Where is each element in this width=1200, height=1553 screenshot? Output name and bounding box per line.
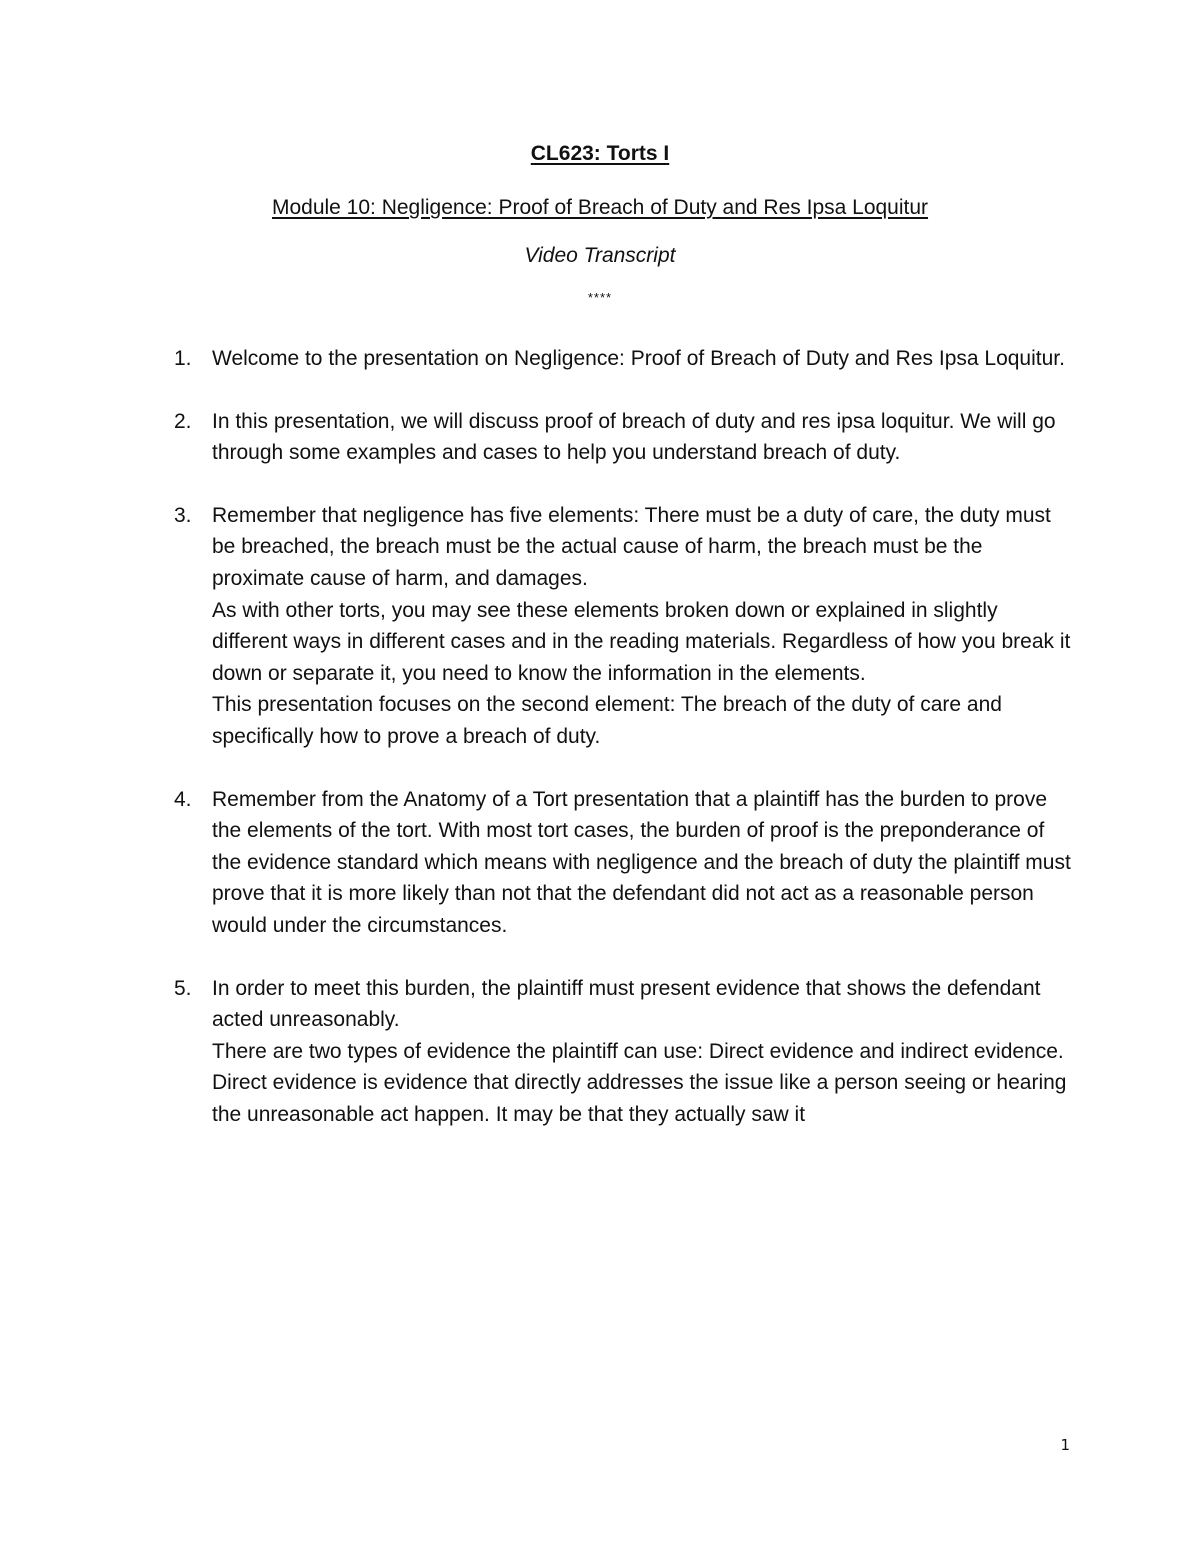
course-title: CL623: Torts I <box>530 142 670 165</box>
item-text: Welcome to the presentation on Negligence: Proof of Breach of Duty and Res Ipsa Loquitur. <box>212 347 1065 370</box>
item-5-paragraph-2: Direct evidence is evidence that directly addresses the issue like a person seeing or hearing the unreasonable act happen. It may be that they actually saw it <box>212 1071 1067 1126</box>
item-text: Remember from the Anatomy of a Tort presentation that a plaintiff has the burden to prove the elements of the tort. With most tort cases, the burden of proof is the preponderance of the evidence standard which means with negligence and the breach of duty the plaintiff must prove that it is more likely than not that the defendant did not act as a reasonable person would under the circumstances. <box>212 787 1071 937</box>
item-number: 1. <box>174 347 192 370</box>
item-number: 4. <box>174 787 192 811</box>
transcript-item-3 <box>174 500 1074 595</box>
item-text: In this presentation, we will discuss proof of breach of duty and res ipsa loquitur. We will go through some examples and cases to help you understand breach of duty. <box>212 409 1056 465</box>
item-number: 2. <box>174 409 192 433</box>
page-number: 1 <box>1060 1436 1070 1454</box>
transcript-item-4 <box>174 784 1074 942</box>
section-separator: **** <box>587 290 613 305</box>
item-number: 3. <box>174 503 192 527</box>
item-5-paragraph-1: There are two types of evidence the plaintiff can use: Direct evidence and indirect evidence. <box>212 1039 1064 1063</box>
transcript-item-1 <box>174 343 1074 375</box>
transcript-body <box>174 343 1074 1130</box>
item-text: Remember that negligence has five elements: There must be a duty of care, the duty must be breached, the breach must be the actual cause of harm, the breach must be the proximate cause of harm, and damages. <box>212 503 1051 590</box>
transcript-item-5 <box>174 973 1074 1036</box>
item-3-paragraph-1: As with other torts, you may see these elements broken down or explained in slightly different ways in different cases and in the reading materials. Regardless of how you break it down or separate it, you need to know the information in the elements. <box>212 598 1071 685</box>
transcript-item-2 <box>174 406 1074 469</box>
item-number: 5. <box>174 976 192 1000</box>
item-text: In order to meet this burden, the plaintiff must present evidence that shows the defendant acted unreasonably. <box>212 976 1041 1032</box>
document-type: Video Transcript <box>524 244 676 267</box>
module-title: Module 10: Negligence: Proof of Breach of Duty and Res Ipsa Loquitur <box>271 196 929 219</box>
item-3-paragraph-2: This presentation focuses on the second element: The breach of the duty of care and specifically how to prove a breach of duty. <box>212 693 1002 748</box>
